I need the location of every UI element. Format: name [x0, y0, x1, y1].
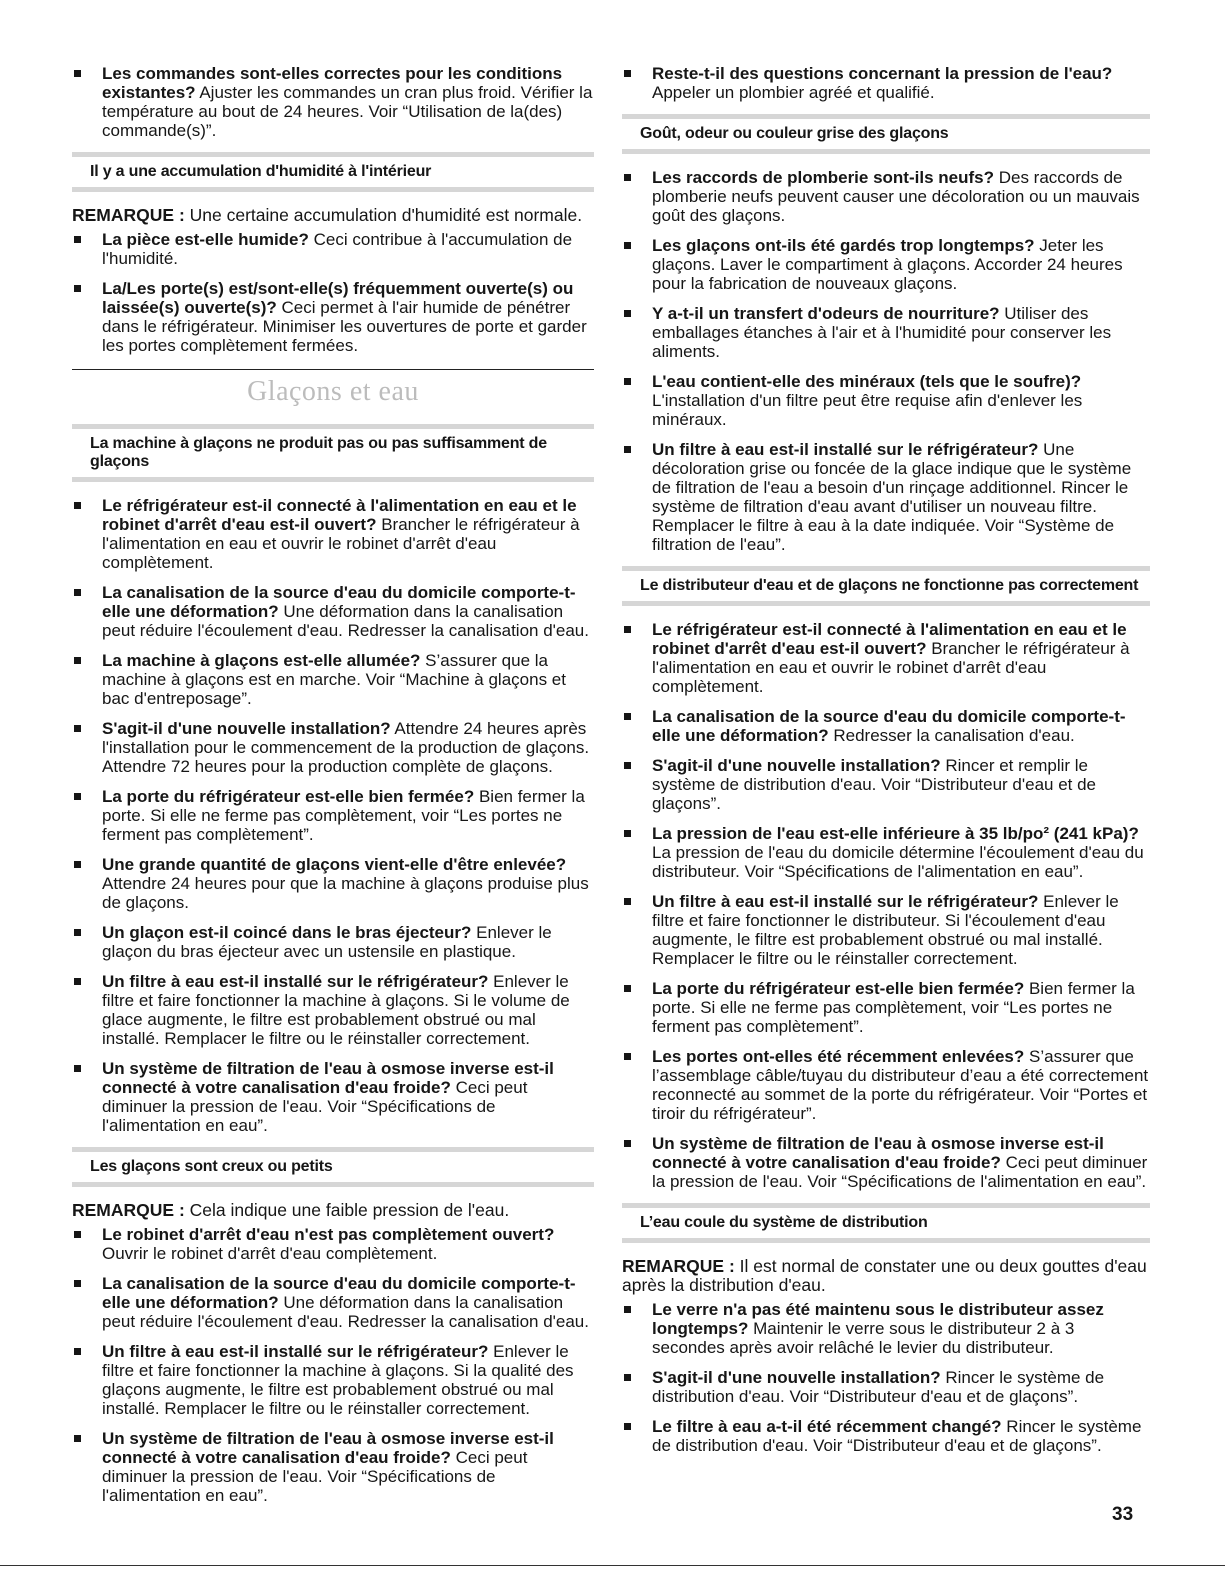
troubleshooting-item [622, 620, 1150, 696]
square-bullet-icon [74, 589, 81, 596]
item-answer: Maintenir le verre sous le distributeur 2 à 3 secondes après avoir relâché le levier du distributeur. [652, 1319, 1075, 1357]
square-bullet-icon [74, 236, 81, 243]
square-bullet-icon [624, 1423, 631, 1430]
item-answer: Jeter les glaçons. Laver le compartiment à glaçons. Accorder 24 heures pour la fabrication de nouveaux glaçons. [652, 236, 1123, 293]
item-question: S'agit-il d'une nouvelle installation? [652, 1368, 941, 1387]
troubleshooting-item [622, 168, 1150, 225]
item-question: Un glaçon est-il coincé dans le bras éjecteur? [102, 923, 472, 942]
item-question: Les portes ont-elles été récemment enlevées? [652, 1047, 1025, 1066]
item-answer: Attendre 24 heures pour que la machine à glaçons produise plus de glaçons. [102, 874, 589, 912]
troubleshooting-item [72, 787, 594, 844]
left-column [72, 64, 594, 1516]
item-answer: Ouvrir le robinet d'arrêt d'eau complètement. [102, 1244, 438, 1263]
square-bullet-icon [74, 502, 81, 509]
item-question: Reste-t-il des questions concernant la pression de l'eau? [652, 64, 1113, 83]
square-bullet-icon [624, 378, 631, 385]
troubleshooting-item [622, 756, 1150, 813]
item-question: Les glaçons ont-ils été gardés trop longtemps? [652, 236, 1035, 255]
item-question: La canalisation de la source d'eau du domicile comporte-t-elle une déformation? [652, 707, 1126, 745]
troubleshooting-item [72, 279, 594, 355]
square-bullet-icon [74, 70, 81, 77]
humidity-note [72, 206, 594, 225]
item-question: La pression de l'eau est-elle inférieure à 35 lb/po² (241 kPa)? [652, 824, 1139, 843]
square-bullet-icon [624, 1374, 631, 1381]
square-bullet-icon [624, 242, 631, 249]
square-bullet-icon [624, 626, 631, 633]
item-question: Une grande quantité de glaçons vient-elle d'être enlevée? [102, 855, 567, 874]
square-bullet-icon [74, 929, 81, 936]
leak-heading: L’eau coule du système de distribution [622, 1203, 1150, 1243]
troubleshooting-item [72, 583, 594, 640]
item-answer: Appeler un plombier agréé et qualifié. [652, 83, 935, 102]
square-bullet-icon [624, 1053, 631, 1060]
item-question: Le verre n'a pas été maintenu sous le distributeur assez longtemps? [652, 1300, 1104, 1338]
item-answer: Enlever le filtre et faire fonctionner le distributeur. Si l'écoulement d'eau augmente, le filtre est probablement obstrué ou mal installé. Remplacer le filtre ou le réinstaller correctement. [652, 892, 1119, 968]
note-label: REMARQUE : [72, 205, 185, 225]
square-bullet-icon [624, 70, 631, 77]
square-bullet-icon [624, 898, 631, 905]
item-answer: Ceci permet à l'air humide de pénétrer dans le réfrigérateur. Minimiser les ouvertures de porte et garder les portes complètement fermées. [102, 298, 587, 355]
item-answer: L'installation d'un filtre peut être requise afin d'enlever les minéraux. [652, 391, 1083, 429]
troubleshooting-item [622, 1417, 1150, 1455]
item-question: Un filtre à eau est-il installé sur le réfrigérateur? [652, 892, 1039, 911]
square-bullet-icon [74, 1065, 81, 1072]
icemaker-heading: La machine à glaçons ne produit pas ou pas suffisamment de glaçons [72, 424, 594, 482]
item-question: Le filtre à eau a-t-il été récemment changé? [652, 1417, 1002, 1436]
item-answer: Ceci contribue à l'accumulation de l'humidité. [102, 230, 573, 268]
note-label: REMARQUE : [622, 1256, 735, 1276]
square-bullet-icon [74, 978, 81, 985]
item-answer: Ceci peut diminuer la pression de l'eau. Voir “Spécifications de l'alimentation en eau”. [102, 1448, 528, 1505]
note-text: Cela indique une faible pression de l'eau. [189, 1200, 510, 1220]
troubleshooting-item [72, 651, 594, 708]
square-bullet-icon [624, 174, 631, 181]
troubleshooting-item [72, 496, 594, 572]
item-question: La porte du réfrigérateur est-elle bien fermée? [102, 787, 475, 806]
humidity-heading: Il y a une accumulation d'humidité à l'intérieur [72, 152, 594, 192]
square-bullet-icon [74, 285, 81, 292]
square-bullet-icon [624, 713, 631, 720]
item-question: S'agit-il d'une nouvelle installation? [652, 756, 941, 775]
item-answer: Redresser la canalisation d'eau. [833, 726, 1075, 745]
item-answer: Utiliser des emballages étanches à l'air et à l'humidité pour conserver les aliments. [652, 304, 1112, 361]
item-question: Un système de filtration de l'eau à osmose inverse est-il connecté à votre canalisation d'eau froide? [652, 1134, 1104, 1172]
square-bullet-icon [624, 1140, 631, 1147]
item-question: Y a-t-il un transfert d'odeurs de nourriture? [652, 304, 1000, 323]
item-answer: Enlever le filtre et faire fonctionner la machine à glaçons. Si la qualité des glaçons augmente, le filtre est probablement obstrué ou mal installé. Remplacer le filtre ou le réinstaller correctement. [102, 1342, 574, 1418]
page-bottom-rule [0, 1565, 1225, 1566]
troubleshooting-item [622, 707, 1150, 745]
item-question: Un filtre à eau est-il installé sur le réfrigérateur? [652, 440, 1039, 459]
troubleshooting-item [622, 1368, 1150, 1406]
item-question: Un filtre à eau est-il installé sur le réfrigérateur? [102, 1342, 489, 1361]
square-bullet-icon [74, 1231, 81, 1238]
note-text: Une certaine accumulation d'humidité est normale. [189, 205, 583, 225]
item-question: La pièce est-elle humide? [102, 230, 309, 249]
square-bullet-icon [74, 861, 81, 868]
square-bullet-icon [74, 793, 81, 800]
troubleshooting-item [72, 972, 594, 1048]
square-bullet-icon [74, 725, 81, 732]
square-bullet-icon [624, 1306, 631, 1313]
item-answer: Une déformation dans la canalisation peut réduire l'écoulement d'eau. Redresser la canalisation d'eau. [102, 602, 589, 640]
item-answer: La pression de l'eau du domicile détermine l'écoulement d'eau du distributeur. Voir “Spécifications de l'alimentation en eau”. [652, 843, 1144, 881]
square-bullet-icon [74, 1280, 81, 1287]
item-answer: S’assurer que la machine à glaçons est en marche. Voir “Machine à glaçons et bac d'entreposage”. [102, 651, 566, 708]
troubleshooting-item [622, 64, 1150, 102]
leak-note [622, 1257, 1150, 1295]
troubleshooting-item [72, 64, 594, 140]
taste-heading: Goût, odeur ou couleur grise des glaçons [622, 114, 1150, 154]
troubleshooting-item [622, 304, 1150, 361]
item-question: Les commandes sont-elles correctes pour les conditions existantes? [102, 64, 563, 102]
troubleshooting-item [72, 1225, 594, 1263]
item-question: Un système de filtration de l'eau à osmose inverse est-il connecté à votre canalisation d'eau froide? [102, 1429, 554, 1467]
troubleshooting-item [622, 372, 1150, 429]
item-answer: Bien fermer la porte. Si elle ne ferme pas complètement, voir “Les portes ne ferment pas complètement”. [652, 979, 1135, 1036]
square-bullet-icon [74, 1348, 81, 1355]
note-label: REMARQUE : [72, 1200, 185, 1220]
item-answer: Brancher le réfrigérateur à l'alimentation en eau et ouvrir le robinet d'arrêt d'eau complètement. [102, 515, 580, 572]
item-answer: Des raccords de plomberie neufs peuvent causer une décoloration ou un mauvais goût des glaçons. [652, 168, 1140, 225]
item-answer: Enlever le filtre et faire fonctionner la machine à glaçons. Si le volume de glace augmente, le filtre est probablement obstrué ou mal installé. Remplacer le filtre ou le réinstaller correctement. [102, 972, 570, 1048]
troubleshooting-item [72, 230, 594, 268]
square-bullet-icon [624, 985, 631, 992]
item-question: L'eau contient-elle des minéraux (tels que le soufre)? [652, 372, 1082, 391]
item-question: La porte du réfrigérateur est-elle bien fermée? [652, 979, 1025, 998]
item-question: Les raccords de plomberie sont-ils neufs? [652, 168, 994, 187]
troubleshooting-item [72, 719, 594, 776]
item-answer: Rincer le système de distribution d'eau. Voir “Distributeur d'eau et de glaçons”. [652, 1417, 1142, 1455]
item-answer: Ajuster les commandes un cran plus froid. Vérifier la température au bout de 24 heures. Voir “Utilisation de la(des) commande(s)”. [102, 83, 593, 140]
troubleshooting-item [622, 440, 1150, 554]
item-answer: Brancher le réfrigérateur à l'alimentation en eau et ouvrir le robinet d'arrêt d'eau complètement. [652, 639, 1130, 696]
item-question: Le robinet d'arrêt d'eau n'est pas complètement ouvert? [102, 1225, 555, 1244]
item-question: La/Les porte(s) est/sont-elle(s) fréquemment ouverte(s) ou laissée(s) ouverte(s)? [102, 279, 574, 317]
square-bullet-icon [624, 830, 631, 837]
item-question: Le réfrigérateur est-il connecté à l'alimentation en eau et le robinet d'arrêt d'eau est-il ouvert? [102, 496, 577, 534]
troubleshooting-item [622, 824, 1150, 881]
troubleshooting-item [72, 1274, 594, 1331]
item-answer: Attendre 24 heures après l'installation pour le commencement de la production de glaçons. Attendre 72 heures pour la production complète de glaçons. [102, 719, 590, 776]
square-bullet-icon [74, 657, 81, 664]
right-column [622, 64, 1150, 1466]
section-divider [72, 369, 594, 370]
square-bullet-icon [624, 310, 631, 317]
troubleshooting-item [622, 1047, 1150, 1123]
item-question: La canalisation de la source d'eau du domicile comporte-t-elle une déformation? [102, 1274, 576, 1312]
troubleshooting-item [622, 1134, 1150, 1191]
item-answer: Une déformation dans la canalisation peut réduire l'écoulement d'eau. Redresser la canalisation d'eau. [102, 1293, 589, 1331]
square-bullet-icon [624, 762, 631, 769]
item-answer: Ceci peut diminuer la pression de l'eau. Voir “Spécifications de l'alimentation en eau”. [652, 1153, 1148, 1191]
troubleshooting-item [622, 236, 1150, 293]
item-question: Un filtre à eau est-il installé sur le réfrigérateur? [102, 972, 489, 991]
item-question: La canalisation de la source d'eau du domicile comporte-t-elle une déformation? [102, 583, 576, 621]
square-bullet-icon [624, 446, 631, 453]
hollow-ice-note [72, 1201, 594, 1220]
item-question: Le réfrigérateur est-il connecté à l'alimentation en eau et le robinet d'arrêt d'eau est-il ouvert? [652, 620, 1127, 658]
dispenser-heading: Le distributeur d'eau et de glaçons ne fonctionne pas correctement [622, 566, 1150, 606]
troubleshooting-item [622, 979, 1150, 1036]
item-answer: S’assurer que l’assemblage câble/tuyau du distributeur d’eau a été correctement reconnecté au sommet de la porte du réfrigérateur. Voir “Portes et tiroir du réfrigérateur”. [652, 1047, 1149, 1123]
note-text: Il est normal de constater une ou deux gouttes d'eau après la distribution d'eau. [622, 1256, 1147, 1295]
troubleshooting-item [72, 1429, 594, 1505]
item-answer: Rincer et remplir le système de distribution d'eau. Voir “Distributeur d'eau et de glaçons”. [652, 756, 1097, 813]
item-answer: Bien fermer la porte. Si elle ne ferme pas complètement, voir “Les portes ne ferment pas complètement”. [102, 787, 585, 844]
troubleshooting-item [72, 855, 594, 912]
item-question: S'agit-il d'une nouvelle installation? [102, 719, 391, 738]
troubleshooting-item [72, 1059, 594, 1135]
troubleshooting-item [72, 923, 594, 961]
item-answer: Ceci peut diminuer la pression de l'eau. Voir “Spécifications de l'alimentation en eau”. [102, 1078, 528, 1135]
page-number: 33 [1112, 1504, 1134, 1525]
troubleshooting-item [622, 892, 1150, 968]
item-answer: Une décoloration grise ou foncée de la glace indique que le système de filtration de l'eau a besoin d'un rinçage additionnel. Rincer le système de filtration d'eau avant d'utiliser un nouveau filtre. Remplacer le filtre à eau à la date indiquée. Voir “Système de filtration de l'eau”. [652, 440, 1132, 554]
item-answer: Enlever le glaçon du bras éjecteur avec un ustensile en plastique. [102, 923, 552, 961]
section-title: Glaçons et eau [247, 376, 419, 407]
hollow-ice-heading: Les glaçons sont creux ou petits [72, 1147, 594, 1187]
troubleshooting-item [622, 1300, 1150, 1357]
item-question: La machine à glaçons est-elle allumée? [102, 651, 421, 670]
item-question: Un système de filtration de l'eau à osmose inverse est-il connecté à votre canalisation d'eau froide? [102, 1059, 554, 1097]
item-answer: Rincer le système de distribution d'eau. Voir “Distributeur d'eau et de glaçons”. [652, 1368, 1105, 1406]
troubleshooting-item [72, 1342, 594, 1418]
square-bullet-icon [74, 1435, 81, 1442]
